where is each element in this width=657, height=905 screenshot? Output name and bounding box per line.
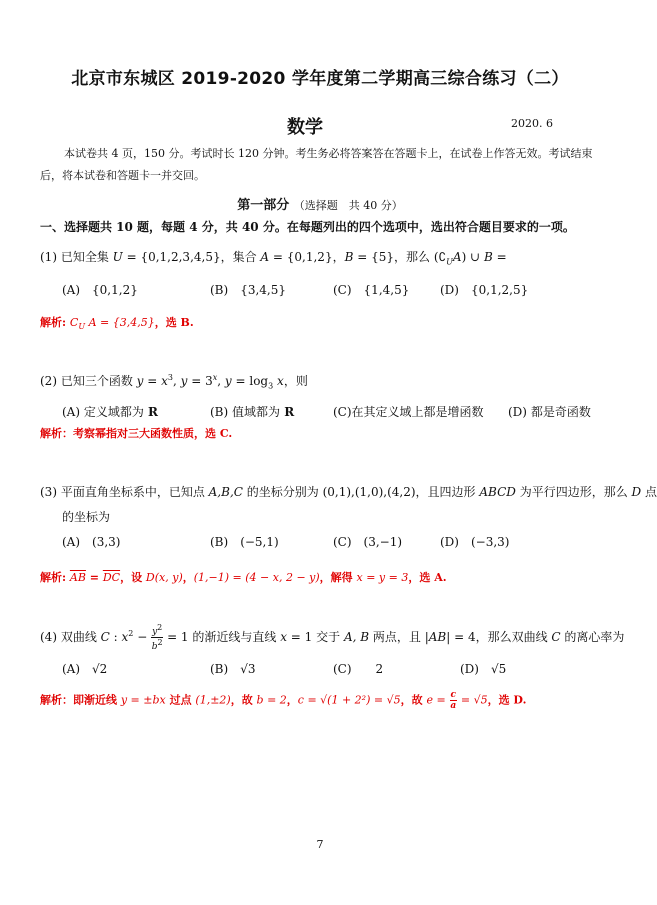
q1-option-c: (C) {1,4,5}	[333, 283, 410, 297]
part-title: 第一部分	[237, 198, 290, 213]
q4-option-c: (C) 2	[333, 662, 384, 676]
question-4: (4) 双曲线 C : $x^2$ − $\frac{y^2}{b^2}$ = 1 的渐近线与直线 x = 1 交于 A, B 两点，且 |AB| = 4，那么双曲线 C 的离心率为	[40, 623, 625, 652]
q4-option-b: (B) √3	[210, 662, 256, 676]
q2-option-b: (B) 值域都为 R	[210, 405, 295, 419]
question-number: (1)	[40, 250, 57, 264]
q2-option-d: (D) 都是奇函数	[508, 405, 591, 419]
question-1: (1) 已知全集 U = {0,1,2,3,4,5}，集合 A = {0,1,2}，B = {5}，那么 $(∁_UA)$ ∪ B =	[40, 250, 507, 267]
q3-option-b: (B) (−5,1)	[210, 535, 279, 549]
subject-heading: 数学	[287, 117, 323, 138]
question-number: (4)	[40, 630, 57, 644]
exam-title: 北京市东城区 2019-2020 学年度第二学期高三综合练习（二）	[71, 69, 569, 89]
question-2: (2) 已知三个函数 $y = x^3$, $y = 3^x$, $y = \log_3 x$，则	[40, 373, 308, 391]
q1-option-b: (B) {3,4,5}	[210, 283, 286, 297]
q2-answer: 解析：考察幂指对三大函数性质，选 C.	[40, 427, 233, 440]
exam-instructions: 本试卷共 4 页，150 分。考试时长 120 分钟。考生务必将答案答在答题卡上，在试卷上作答无效。考试结束后，将本试卷和答题卡一并交回。	[40, 147, 593, 182]
section-heading: 一、选择题共 10 题，每题 4 分，共 40 分。在每题列出的四个选项中，选出符合题目要求的一项。	[40, 220, 575, 234]
part-note: （选择题 共 40 分）	[293, 199, 403, 212]
q4-option-d: (D) √5	[460, 662, 507, 676]
q1-option-d: (D) {0,1,2,5}	[440, 283, 529, 297]
page-number: 7	[316, 838, 324, 851]
q1-answer: 解析: $C_U$ A = {3,4,5}，选 B.	[40, 316, 194, 332]
q1-option-a: (A) {0,1,2}	[62, 283, 138, 297]
question-number: (2)	[40, 374, 57, 388]
q3-option-c: (C) (3,−1)	[333, 535, 403, 549]
q4-option-a: (A) √2	[62, 662, 108, 676]
q4-answer: 解析：即渐近线 y = ±bx 过点 (1,±2)，故 b = 2，c = √(1 + 2²) = √5，故 e = $\frac{c}{a}$ = √5，选 D.	[40, 690, 527, 711]
q2-option-c: (C)在其定义域上都是增函数	[333, 405, 484, 419]
question-number: (3)	[40, 485, 57, 499]
q3-option-d: (D) (−3,3)	[440, 535, 510, 549]
exam-date: 2020. 6	[511, 117, 553, 130]
question-3-cont: 的坐标为	[62, 510, 111, 524]
part-heading	[0, 194, 640, 213]
q2-option-a: (A) 定义域都为 R	[62, 405, 159, 419]
q3-option-a: (A) (3,3)	[62, 535, 121, 549]
question-3: (3) 平面直角坐标系中，已知点 A,B,C 的坐标分别为 (0,1),(1,0),(4,2)，且四边形 ABCD 为平行四边形，那么 D 点	[40, 485, 657, 499]
q3-answer: 解析: $\overline{AB} = \overline{DC}$，设 D(x, y)，(1,−1) = (4 − x, 2 − y)，解得 x = y = 3，选 A.	[40, 571, 447, 584]
